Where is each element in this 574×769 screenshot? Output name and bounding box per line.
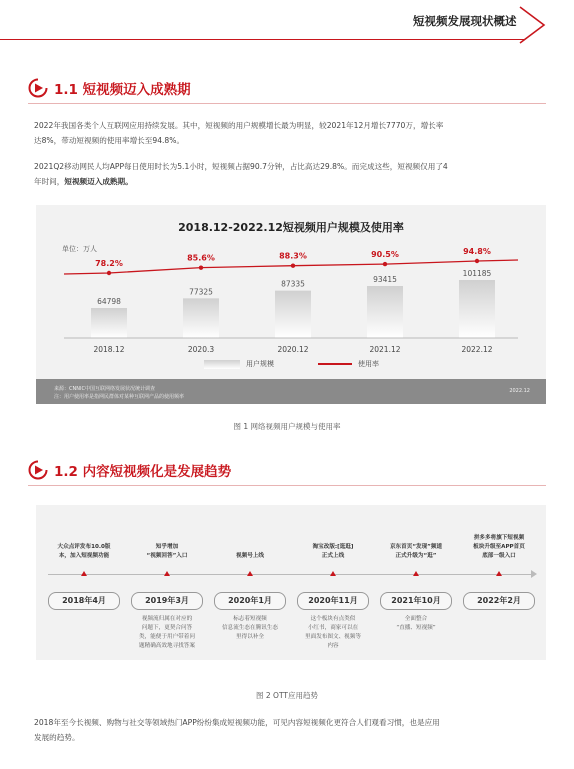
source-text: 来源：CNNIC中国互联网络发展状况统计调查 (54, 386, 155, 392)
timeline-date: 2020年1月 (214, 592, 286, 610)
timeline-marker-icon (496, 571, 502, 576)
timeline-description-line: 信息流生态在腾讯生态 (222, 625, 278, 631)
line-point (383, 262, 387, 266)
bar-value-label: 64798 (97, 297, 121, 306)
timeline-date: 2021年10月 (380, 592, 452, 610)
paragraph-1 (34, 118, 549, 148)
timeline-event-title-line: 正式上线 (321, 553, 345, 559)
timeline-event-description (210, 615, 290, 642)
source-bar (36, 379, 546, 404)
timeline-event-title (459, 534, 539, 561)
timeline-description-line: 问题下，更契合问答 (141, 625, 193, 631)
timeline-event-description (376, 615, 456, 633)
chevron-right-icon (514, 5, 554, 47)
line-point (475, 259, 479, 263)
legend-swatch-bar (204, 360, 240, 369)
legend-item-bars (204, 359, 274, 369)
timeline-date: 2020年11月 (297, 592, 369, 610)
x-tick-label: 2018.12 (93, 345, 125, 354)
timeline-description-line: 内容 (327, 643, 339, 649)
source-date: 2022.12 (509, 388, 530, 394)
paragraph-bold-text: 短视频迈入成熟期。 (64, 177, 133, 186)
x-tick-label: 2022.12 (461, 345, 493, 354)
chart-unit-label: 单位：万人 (62, 245, 97, 253)
timeline-description-line: 类，能便于用户带着问 (139, 634, 195, 640)
paragraph-line: 2022年我国各类个人互联网应用持续发展。其中，短视频的用户规模增长最为明显，较2021年12月增长7770万，增长率 (34, 121, 444, 130)
timeline-event-title-line: “视频回答”入口 (146, 553, 188, 559)
timeline-event-title-line: 板块升级至APP首页 (473, 544, 525, 550)
section-title-2 (28, 460, 231, 480)
play-circle-icon (28, 460, 48, 480)
timeline-description-line: 标志着短视频 (233, 616, 267, 622)
section-divider (28, 485, 546, 486)
timeline-event-description (127, 615, 207, 651)
line-point (107, 271, 111, 275)
rate-value-label: 78.2% (95, 259, 123, 268)
timeline-event-title-line: 底部一级入口 (482, 553, 516, 559)
timeline-description-line: 视频流归属在对应的 (141, 616, 193, 622)
legend-swatch-line (318, 363, 352, 365)
timeline-axis (48, 574, 534, 575)
timeline-event-title (44, 543, 124, 561)
legend-label: 用户规模 (246, 360, 274, 368)
x-tick-label: 2020.12 (277, 345, 309, 354)
timeline-event-title (376, 543, 456, 561)
timeline-date: 2019年3月 (131, 592, 203, 610)
section-title-text: 1.2 内容短视频化是发展趋势 (54, 464, 232, 480)
timeline-description-line: 里得以补全 (236, 634, 264, 640)
paragraph-line: 达8%，带动短视频的使用率增长至94.8%。 (34, 136, 185, 145)
rate-value-label: 94.8% (463, 247, 491, 256)
timeline-date: 2018年4月 (48, 592, 120, 610)
line-point (199, 265, 203, 269)
x-tick-label: 2020.3 (187, 345, 215, 354)
closing-paragraph (34, 715, 549, 745)
line-point (291, 263, 295, 267)
timeline-event-title-line: 本，加入短视频功能 (58, 553, 110, 559)
bar-value-label: 87335 (281, 279, 305, 289)
timeline-marker-icon (330, 571, 336, 576)
bar (367, 286, 403, 338)
figure-2-caption: 图 2 OTT应用趋势 (256, 691, 318, 700)
bar-value-label: 77325 (189, 287, 213, 297)
timeline-date: 2022年2月 (463, 592, 535, 610)
timeline-description-line: 小红书，商家可以在 (307, 625, 359, 631)
series-line-rate (64, 260, 518, 274)
header-title: 短视频发展现状概述 (413, 14, 517, 28)
section-title-text: 1.1 短视频迈入成熟期 (54, 82, 191, 98)
timeline-panel (36, 505, 546, 660)
x-tick-label: 2021.12 (369, 345, 401, 354)
bar-value-label: 101185 (462, 269, 492, 278)
bar (91, 308, 127, 338)
paragraph-text: 年时间， (34, 177, 65, 186)
legend-item-line (318, 359, 379, 369)
chart-svg (36, 205, 546, 379)
timeline-event-title-line: 知乎增加 (155, 544, 179, 550)
timeline-event-title-line: 拼多多将旗下短视频 (473, 535, 525, 541)
timeline-description-line: 里面发布图文、视频等 (305, 634, 361, 640)
timeline-description-line: “直播、短视频” (396, 625, 436, 631)
timeline-description-line: 题精确高效地寻找答案 (139, 643, 195, 649)
timeline-event-title (293, 543, 373, 561)
timeline-description-line: 这个板块有点类似 (310, 616, 356, 622)
timeline-event-title-line: 淘宝改版:[逛逛] (312, 544, 354, 550)
timeline-event-title-line: 京东首页“发现”频道 (389, 544, 443, 550)
header-divider (0, 39, 524, 40)
chart-panel (36, 205, 546, 404)
paragraph-line: 2018年至今长视频、购物与社交等领域热门APP纷纷集成短视频功能，可见内容短视频化更符合人们观看习惯，也是应用 (34, 718, 440, 727)
timeline-description-line: 全面整合 (404, 616, 428, 622)
bar (183, 298, 219, 338)
legend-label: 使用率 (358, 360, 379, 368)
paragraph-2 (34, 159, 549, 189)
timeline-marker-icon (247, 571, 253, 576)
chart-title: 2018.12-2022.12短视频用户规模及使用率 (178, 221, 404, 234)
rate-value-label: 88.3% (279, 251, 307, 261)
section-divider (28, 103, 546, 104)
bar-value-label: 93415 (373, 274, 397, 284)
rate-value-label: 90.5% (371, 250, 399, 260)
timeline-event-title (127, 543, 207, 561)
timeline-event-title (210, 552, 290, 561)
bar (459, 280, 495, 338)
timeline-event-title-line: 正式升级为“逛” (395, 553, 437, 559)
paragraph-line (34, 174, 549, 189)
section-title-1 (28, 78, 191, 98)
timeline-event-description (293, 615, 373, 651)
arrow-right-icon (531, 570, 537, 578)
timeline-marker-icon (81, 571, 87, 576)
paragraph-line: 2021Q2移动网民人均APP每日使用时长为5.1小时，短视频占据90.7分钟，占比高达29.8%。而完成这些，短视频仅用了4 (34, 162, 448, 171)
rate-value-label: 85.6% (187, 253, 215, 263)
figure-1-caption: 图 1 网络视频用户规模与使用率 (233, 422, 341, 431)
paragraph-line: 发展的趋势。 (34, 733, 80, 742)
play-circle-icon (28, 78, 48, 98)
source-note: 注：用户使用率是指网民群体对某种互联网产品的使用频率 (54, 394, 185, 400)
timeline-event-title-line: 视频号上线 (236, 553, 264, 559)
timeline-event-title-line: 大众点评发布10.0版 (57, 544, 111, 550)
bar (275, 291, 311, 338)
timeline-marker-icon (164, 571, 170, 576)
timeline-marker-icon (413, 571, 419, 576)
